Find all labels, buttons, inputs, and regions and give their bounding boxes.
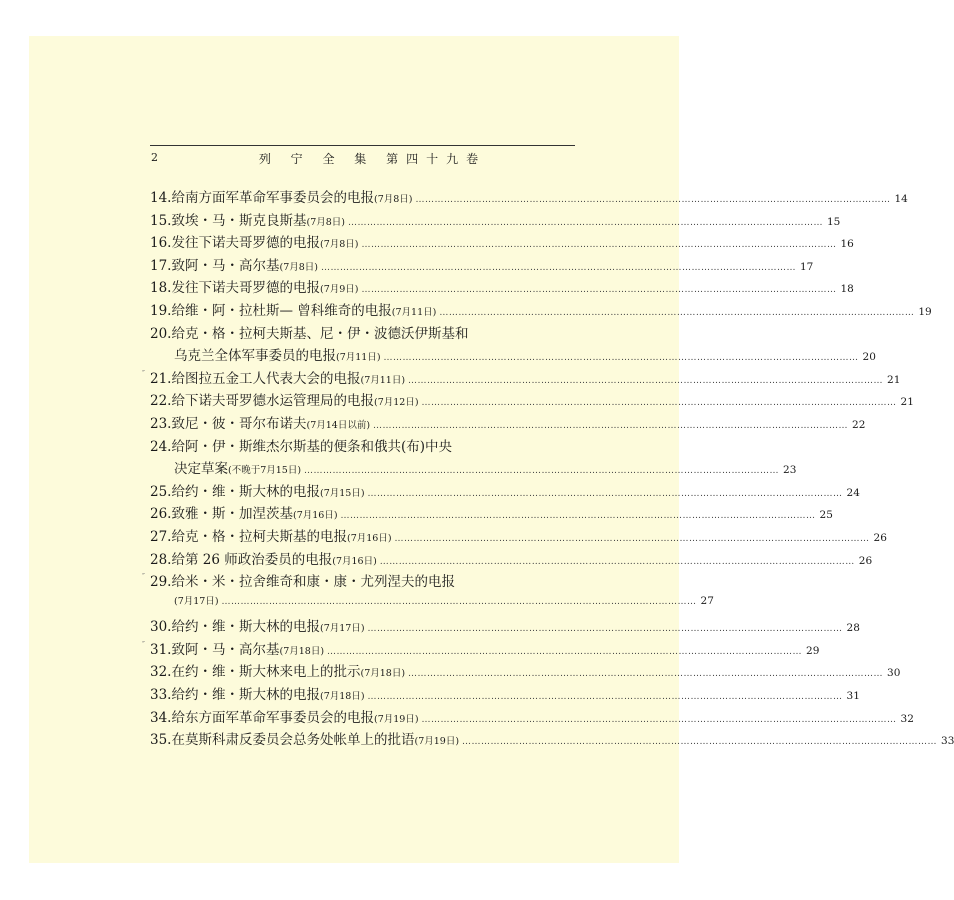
entry-page: 21 [887,373,901,386]
entry-page: 17 [800,260,814,273]
entry-number: 21. [150,370,172,387]
entry-title: 在约・维・斯大林来电上的批示 [171,664,361,681]
entry-title: 致雅・斯・加涅茨基 [171,506,293,523]
entry-date: (7月18日) [360,668,406,680]
entry-number: 28. [150,551,172,568]
dot-leader: …………………………………………………………………………………………………………………………………… [367,488,843,499]
entry-date: (7月8日) [306,216,345,228]
table-of-contents [142,186,954,751]
entry-number: 32. [150,664,172,681]
entry-date: (7月18日) [319,691,365,703]
dot-leader: …………………………………………………………………………………………………………………………………… [361,240,837,251]
toc-entry [142,570,714,615]
entry-number: 30. [150,619,172,636]
dot-leader: …………………………………………………………………………………………………………………………………… [439,307,915,318]
running-title: 列 宁 全 集 第四十九卷 [258,152,487,166]
dot-leader: …………………………………………………………………………………………………………………………………… [327,646,803,657]
entry-number: 22. [150,393,172,410]
entry-marker-icon: ″ [142,368,145,378]
entry-page: 15 [827,215,841,228]
entry-page: 19 [918,305,932,318]
entry-page: 29 [806,644,820,657]
entry-title: 致尼・彼・哥尔布诺夫 [171,415,307,432]
toc-entry [150,660,901,683]
dot-leader: …………………………………………………………………………………………………………………………………… [221,596,697,607]
page-number: 2 [151,151,158,164]
dot-leader: …………………………………………………………………………………………………………………………………… [321,262,796,273]
toc-entry [150,276,854,299]
toc-entry [142,638,820,661]
dot-leader: …………………………………………………………………………………………………………………………………… [408,669,884,680]
entry-number: 29. [150,574,172,591]
toc-entry [150,548,873,571]
entry-date: (7月19日) [414,736,460,748]
entry-number: 26. [150,506,172,523]
toc-entry [150,435,797,480]
entry-page: 23 [783,464,797,477]
toc-entry [150,186,908,209]
entry-marker-icon: ″ [142,572,145,582]
entry-title: 给米・米・拉舍维奇和康・康・尤列涅夫的电报 [171,574,455,591]
entry-number: 19. [150,302,172,319]
entry-page: 20 [862,351,876,364]
entry-title: 给图拉五金工人代表大会的电报 [171,370,361,387]
entry-page: 33 [941,735,954,748]
entry-page: 30 [887,667,901,680]
entry-date: (7月17日) [319,623,365,635]
toc-entry [150,480,860,503]
entry-title: 给阿・伊・斯维杰尔斯基的便条和俄共(布)中央 [171,438,453,455]
entry-date: (7月18日) [279,645,325,657]
entry-date: (7月16日) [292,510,338,522]
entry-page: 16 [840,238,854,251]
entry-number: 34. [150,709,172,726]
dot-leader: …………………………………………………………………………………………………………………………………… [373,420,849,431]
page-header [150,115,575,166]
entry-date: (7月15日) [319,487,365,499]
entry-title: 给约・维・斯大林的电报 [171,687,320,704]
entry-title: 给约・维・斯大林的电报 [171,619,320,636]
entry-page: 26 [858,554,873,567]
entry-title: 发往下诺夫哥罗德的电报 [171,235,320,252]
toc-entry [150,728,954,751]
entry-title: 发往下诺夫哥罗德的电报 [171,280,320,297]
entry-number: 17. [150,257,172,274]
entry-title: 给约・维・斯大林的电报 [171,483,320,500]
entry-date: (7月8日) [319,239,359,251]
toc-entry [142,367,901,390]
dot-leader: …………………………………………………………………………………………………………………………………… [340,511,816,522]
dot-leader: …………………………………………………………………………………………………………………………………… [304,466,780,477]
dot-leader: …………………………………………………………………………………………………………………………………… [383,353,859,364]
toc-entry [150,615,860,638]
entry-date: (7月17日) [174,595,219,607]
entry-number: 23. [150,415,172,432]
toc-entry [150,322,876,367]
entry-number: 33. [150,687,172,704]
entry-title-continued: 决定草案 [174,461,228,478]
entry-title: 给东方面军革命军事委员会的电报 [171,709,374,726]
entry-date: (7月16日) [332,555,377,567]
entry-title: 给下诺夫哥罗德水运管理局的电报 [171,393,374,410]
entry-number: 31. [150,641,172,658]
entry-page: 31 [846,690,860,703]
entry-page: 27 [700,594,714,607]
dot-leader: …………………………………………………………………………………………………………………………………… [394,533,870,544]
entry-page: 14 [894,193,908,205]
entry-date: (不晚于7月15日) [228,465,302,477]
entry-title: 给第 26 师政治委员的电报 [171,551,333,568]
toc-entry [150,683,860,706]
entry-number: 25. [150,483,172,500]
entry-title: 给克・格・拉柯夫斯基的电报 [171,528,347,545]
toc-entry [150,299,932,322]
toc-entry [150,412,866,435]
entry-title: 致埃・马・斯克良斯基 [171,212,307,229]
entry-date: (7月11日) [336,352,381,364]
entry-page: 25 [819,509,833,522]
entry-page: 18 [840,283,854,296]
dot-leader: …………………………………………………………………………………………………………………………………… [415,195,891,205]
entry-title: 给维・阿・拉杜斯— 曾科维奇的电报 [171,302,392,319]
dot-leader: …………………………………………………………………………………………………………………………………… [361,285,837,296]
toc-entry [150,231,854,254]
entry-page: 21 [900,396,914,409]
entry-title: 在莫斯科肃反委员会总务处帐单上的批语 [171,732,415,749]
entry-title: 给南方面军革命军事委员会的电报 [171,190,374,206]
entry-marker-icon: ″ [142,639,145,649]
entry-number: 15. [150,212,172,229]
entry-title: 致阿・马・高尔基 [171,257,280,274]
entry-date: (7月11日) [360,374,406,386]
entry-date: (7月8日) [279,261,318,273]
entry-number: 20. [150,325,172,342]
toc-entry [150,706,914,729]
entry-page: 24 [846,486,860,499]
toc-entry [150,389,914,412]
dot-leader: …………………………………………………………………………………………………………………………………… [348,217,823,228]
entry-date: (7月19日) [373,713,419,725]
entry-number: 24. [150,438,172,455]
entry-number: 18. [150,280,172,297]
entry-date: (7月9日) [319,284,359,296]
entry-date: (7月14日以前) [306,419,371,431]
entry-title: 给克・格・拉柯夫斯基、尼・伊・波德沃伊斯基和 [171,325,469,342]
dot-leader: …………………………………………………………………………………………………………………………………… [421,398,897,409]
entry-page: 26 [873,531,887,544]
entry-number: 35. [150,732,172,749]
dot-leader: …………………………………………………………………………………………………………………………………… [379,556,855,567]
entry-title: 致阿・马・高尔基 [171,641,280,658]
toc-entry [150,209,841,232]
entry-date: (7月8日) [373,194,413,205]
entry-title-continued: 乌克兰全体军事委员的电报 [174,348,336,365]
entry-page: 22 [852,418,866,431]
entry-page: 28 [846,622,860,635]
dot-leader: …………………………………………………………………………………………………………………………………… [367,692,843,703]
dot-leader: …………………………………………………………………………………………………………………………………… [367,624,843,635]
entry-number: 27. [150,528,172,545]
toc-entry [150,525,887,548]
entry-number: 14. [150,190,172,206]
entry-page: 32 [900,712,914,725]
toc-entry [150,254,814,277]
entry-number: 16. [150,235,172,252]
entry-date: (7月11日) [391,306,437,318]
dot-leader: …………………………………………………………………………………………………………………………………… [408,375,884,386]
dot-leader: …………………………………………………………………………………………………………………………………… [462,737,938,748]
entry-date: (7月12日) [373,397,419,409]
dot-leader: …………………………………………………………………………………………………………………………………… [421,714,897,725]
toc-entry [150,502,833,525]
entry-date: (7月16日) [346,532,392,544]
